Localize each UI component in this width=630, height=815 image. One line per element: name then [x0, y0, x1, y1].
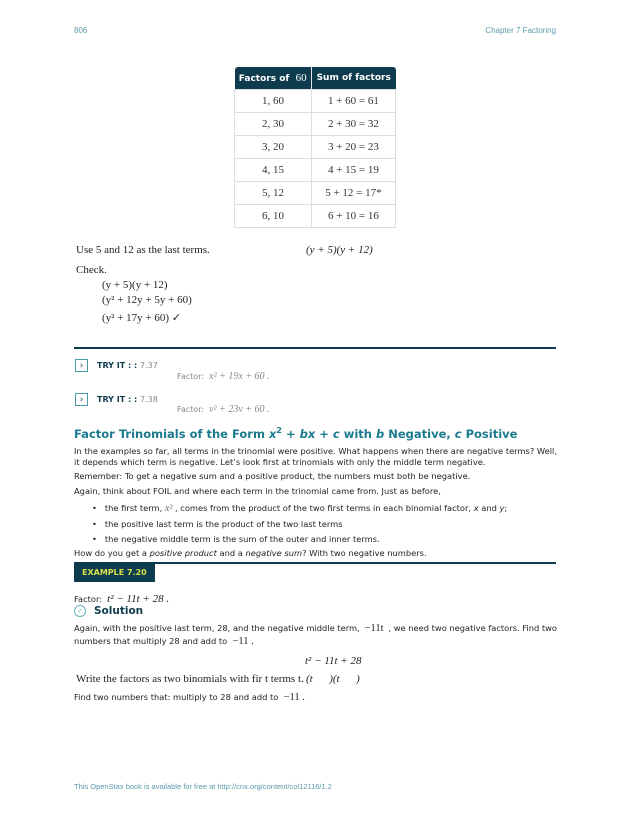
- section-divider: [74, 347, 556, 349]
- remember-paragraph: Remember: To get a negative sum and a positive product, the numbers must both be negative.: [74, 471, 471, 481]
- table-row: [235, 205, 396, 228]
- example-tab: EXAMPLE 7.20: [74, 564, 155, 582]
- bullet-item: • the negative middle term is the sum of the outer and inner terms.: [92, 534, 380, 544]
- find-two-numbers: Find two numbers that: multiply to 28 and add to −11 .: [74, 692, 305, 703]
- try-it-problem: Factor: x² + 19x + 60 .: [177, 371, 270, 382]
- chevron-right-icon: ›: [79, 360, 84, 371]
- try-it-expand-button[interactable]: [75, 393, 88, 406]
- table-row: [235, 182, 396, 205]
- table-row: [235, 113, 396, 136]
- write-factors-result: (t )(t ): [306, 673, 360, 685]
- factors-cell: 3, 20: [235, 136, 312, 159]
- factors-cell: 1, 60: [235, 90, 312, 113]
- footer-text: This OpenStax book is available for free at http://cnx.org/content/col12116/1.2: [74, 782, 332, 791]
- factors-cell: 5, 12: [235, 182, 312, 205]
- foil-paragraph: Again, think about FOIL and where each term in the trinomial came from. Just as before,: [74, 486, 441, 496]
- sum-cell: 1 + 60 = 61: [311, 90, 395, 113]
- check-line-2: (y² + 12y + 5y + 60): [102, 294, 192, 306]
- factors-table: [234, 67, 396, 228]
- check-line-3: (y² + 17y + 60) ✓: [102, 312, 181, 324]
- table-header-factors: Factors of 60: [235, 67, 312, 90]
- write-factors-text: Write the factors as two binomials with fir t terms t.: [76, 673, 304, 685]
- intro-paragraph: In the examples so far, all terms in the trinomial were positive. What happens when there are negative terms? Well, it depends which term is negative. Let’s look first at trinomials with only the middle term negative.: [74, 446, 557, 467]
- sum-cell: 4 + 15 = 19: [311, 159, 395, 182]
- table-row: [235, 136, 396, 159]
- try-it-label: TRY IT : : 7.38: [97, 395, 158, 404]
- centered-expression: t² − 11t + 28: [305, 655, 362, 667]
- try-it-label: TRY IT : : 7.37: [97, 361, 158, 370]
- factors-cell: 6, 10: [235, 205, 312, 228]
- solution-paragraph: Again, with the positive last term, 28, and the negative middle term, −11t , we need two negative factors. Find two numbers that multiply 28 and add to −11 .: [74, 623, 557, 647]
- sum-cell: 5 + 12 = 17*: [311, 182, 395, 205]
- factors-cell: 2, 30: [235, 113, 312, 136]
- chevron-right-icon: ›: [79, 394, 84, 405]
- check-label: Check.: [76, 264, 107, 276]
- question-paragraph: How do you get a positive product and a negative sum? With two negative numbers.: [74, 548, 427, 558]
- try-it-expand-button[interactable]: [75, 359, 88, 372]
- solution-heading: ✓ Solution: [74, 605, 143, 617]
- chapter-title: Chapter 7 Factoring: [485, 26, 556, 35]
- table-row: [235, 159, 396, 182]
- try-it-problem: Factor: v² + 23v + 60 .: [177, 404, 270, 415]
- bullet-item: • the first term, x² , comes from the product of the two first terms in each binomial factor, x and y;: [92, 503, 508, 514]
- use-terms-result: (y + 5)(y + 12): [306, 244, 373, 256]
- sum-cell: 3 + 20 = 23: [311, 136, 395, 159]
- page-number: 806: [74, 26, 88, 35]
- sum-cell: 6 + 10 = 16: [311, 205, 395, 228]
- check-line-1: (y + 5)(y + 12): [102, 279, 168, 291]
- check-circle-icon: ✓: [74, 605, 86, 617]
- section-title: Factor Trinomials of the Form $x^2$ + bx + c with b Negative, c Positive: [74, 426, 518, 441]
- table-row: [235, 90, 396, 113]
- sum-cell: 2 + 30 = 32: [311, 113, 395, 136]
- factors-cell: 4, 15: [235, 159, 312, 182]
- table-header-sum: Sum of factors: [311, 67, 395, 90]
- example-problem: Factor: t² − 11t + 28 .: [74, 593, 170, 605]
- bullet-item: • the positive last term is the product of the two last terms: [92, 519, 343, 529]
- use-terms-text: Use 5 and 12 as the last terms.: [76, 244, 210, 256]
